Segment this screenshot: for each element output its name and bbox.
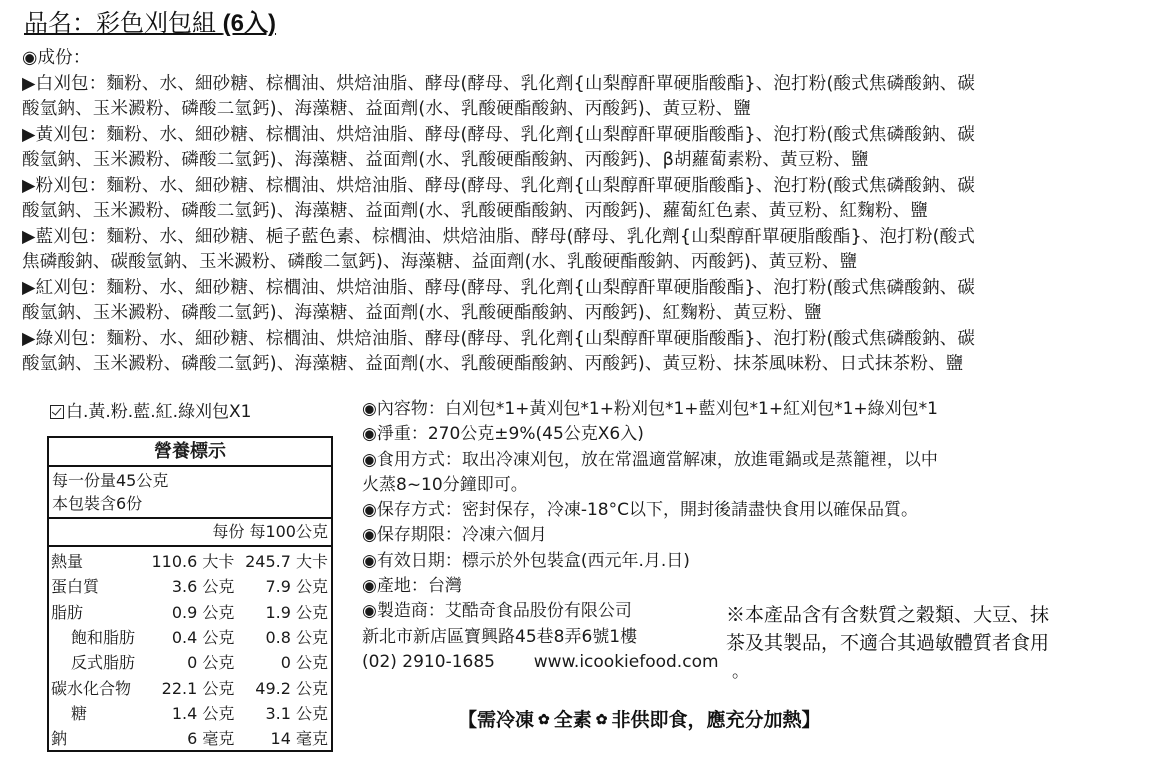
package-contents-check [50, 400, 251, 424]
nutrient-name: 反式脂肪 [71, 653, 136, 673]
per-100g-value: 14 毫克 [270, 729, 328, 749]
ingredient-line: 酸氫鈉、玉米澱粉、磷酸二氫鈣)、海藻糖、益面劑(水、乳酸硬酯酸鈉、丙酸鈣)、β胡蘿蔔素粉、黃豆粉、鹽 [22, 150, 869, 170]
ingredient-line: ▶紅刈包：麵粉、水、細砂糖、棕櫚油、烘焙油脂、酵母(酵母、乳化劑{山梨醇酐單硬脂酸酯}、泡打粉(酸式焦磷酸鈉、碳 [22, 277, 976, 298]
address: 新北市新店區寶興路45巷8弄6號1樓 [362, 626, 638, 647]
serving-info [49, 467, 331, 519]
allergen-period: 。 [732, 662, 749, 682]
nutrient-name: 脂肪 [51, 602, 84, 622]
allergen-line: ※本產品含有含麩質之穀類、大豆、抹 [726, 604, 1050, 626]
usage-instructions: ◉食用方式：取出冷凍刈包，放在常溫適當解凍，放進電鍋或是蒸籠裡，以中 [362, 449, 938, 470]
per-serving-value: 110.6 大卡 [151, 552, 235, 572]
vegan-label: 全素 [553, 709, 592, 731]
ingredient-line: ▶藍刈包：麵粉、水、細砂糖、梔子藍色素、棕櫚油、烘焙油脂、酵母(酵母、乳化劑{山梨醇酐單硬脂酸酯}、泡打粉(酸式 [22, 226, 976, 247]
nutrition-title: 營養標示 [49, 438, 331, 467]
shelf-life: ◉保存期限：冷凍六個月 [362, 525, 547, 546]
nutrition-column-headers: 每份 每100公克 [49, 519, 331, 547]
package-contents-label: 白.黃.粉.藍.紅.綠刈包X1 [66, 402, 252, 422]
bracket-close: 】 [801, 709, 821, 731]
expiry-date: ◉有效日期：標示於外包裝盒(西元年.月.日) [362, 550, 690, 571]
ingredient-line: ▶黃刈包：麵粉、水、細砂糖、棕櫚油、烘焙油脂、酵母(酵母、乳化劑{山梨醇酐單硬脂酸酯}、泡打粉(酸式焦磷酸鈉、碳 [22, 124, 976, 145]
website-link[interactable]: www.icookiefood.com [533, 651, 719, 672]
handling-banner [458, 706, 821, 734]
servings-per-pack: 本包裝含6份 [52, 494, 143, 513]
per-100g-value: 245.7 大卡 [245, 552, 328, 572]
table-row [49, 600, 331, 625]
per-100g-value: 7.9 公克 [265, 577, 328, 597]
per-serving-value: 1.4 公克 [171, 703, 235, 723]
ingredient-line: 酸氫鈉、玉米澱粉、磷酸二氫鈣)、海藻糖、益面劑(水、乳酸硬酯酸鈉、丙酸鈣)、紅麴粉、黃豆粉、鹽 [22, 303, 822, 323]
table-row [49, 726, 331, 751]
checkbox-icon [50, 405, 64, 419]
table-row [49, 549, 331, 574]
serving-size: 每一份量45公克 [52, 471, 169, 490]
per-100g-value: 0 公克 [280, 653, 328, 673]
frozen-label: 需冷凍 [477, 709, 535, 731]
nutrient-name: 鈉 [51, 729, 68, 749]
ingredient-line: 酸氫鈉、玉米澱粉、磷酸二氫鈣)、海藻糖、益面劑(水、乳酸硬酯酸鈉、丙酸鈣)、黃豆粉、鹽 [22, 99, 752, 119]
ingredient-line: ▶綠刈包：麵粉、水、細砂糖、棕櫚油、烘焙油脂、酵母(酵母、乳化劑{山梨醇酐單硬脂酸酯}、泡打粉(酸式焦磷酸鈉、碳 [22, 328, 976, 349]
product-title-label: 品名：彩色刈包組 [24, 10, 223, 37]
per-serving-value: 0.9 公克 [171, 602, 235, 622]
nutrition-rows [49, 549, 331, 751]
per-serving-value: 3.6 公克 [171, 577, 235, 597]
product-title-count: (6入) [222, 10, 277, 37]
phone-number: (02) 2910-1685 [362, 651, 495, 672]
net-weight: ◉淨重：270公克±9%(45公克X6入) [362, 424, 644, 445]
ingredients-section [22, 46, 1138, 378]
allergen-line: 茶及其製品，不適合其過敏體質者食用 [726, 632, 1050, 654]
flower-icon: ✿ [595, 712, 608, 728]
nutrient-name: 糖 [71, 703, 88, 723]
table-row [49, 650, 331, 675]
per-serving-value: 0 公克 [187, 653, 235, 673]
per-serving-value: 0.4 公克 [171, 628, 235, 648]
origin: ◉產地：台灣 [362, 576, 462, 597]
table-row [49, 675, 331, 700]
ingredient-line: 酸氫鈉、玉米澱粉、磷酸二氫鈣)、海藻糖、益面劑(水、乳酸硬酯酸鈉、丙酸鈣)、黃豆粉、抹茶風味粉、日式抹茶粉、鹽 [22, 354, 964, 374]
heat-warning: 非供即食，應充分加熱 [611, 709, 802, 731]
table-row [49, 701, 331, 726]
manufacturer: ◉製造商：艾酷奇食品股份有限公司 [362, 601, 632, 622]
per-serving-value: 22.1 公克 [161, 678, 235, 698]
nutrition-facts-table [47, 436, 333, 752]
storage-method: ◉保存方式：密封保存，冷凍-18°C以下，開封後請盡快食用以確保品質。 [362, 500, 918, 521]
contents: ◉內容物：白刈包*1+黃刈包*1+粉刈包*1+藍刈包*1+紅刈包*1+綠刈包*1 [362, 399, 938, 419]
per-100g-value: 3.1 公克 [265, 703, 328, 723]
per-100g-value: 49.2 公克 [255, 678, 328, 698]
table-row [49, 574, 331, 599]
ingredient-line: 酸氫鈉、玉米澱粉、磷酸二氫鈣)、海藻糖、益面劑(水、乳酸硬酯酸鈉、丙酸鈣)、蘿蔔紅色素、黃豆粉、紅麴粉、鹽 [22, 201, 929, 221]
table-row [49, 625, 331, 650]
per-100g-value: 0.8 公克 [265, 628, 328, 648]
allergen-notice [726, 601, 1136, 657]
nutrient-name: 蛋白質 [51, 577, 100, 597]
nutrient-name: 熱量 [51, 552, 84, 572]
ingredient-line: ▶粉刈包：麵粉、水、細砂糖、棕櫚油、烘焙油脂、酵母(酵母、乳化劑{山梨醇酐單硬脂酸酯}、泡打粉(酸式焦磷酸鈉、碳 [22, 175, 976, 196]
per-serving-value: 6 毫克 [187, 729, 235, 749]
nutrient-name: 飽和脂肪 [71, 628, 136, 648]
ingredient-line: 焦磷酸鈉、碳酸氫鈉、玉米澱粉、磷酸二氫鈣)、海藻糖、益面劑(水、乳酸硬酯酸鈉、丙酸鈣)、黃豆粉、鹽 [22, 252, 858, 272]
nutrient-name: 碳水化合物 [51, 678, 132, 698]
ingredient-line: ▶白刈包：麵粉、水、細砂糖、棕櫚油、烘焙油脂、酵母(酵母、乳化劑{山梨醇酐單硬脂酸酯}、泡打粉(酸式焦磷酸鈉、碳 [22, 73, 976, 94]
ingredients-header: ◉成份： [22, 48, 91, 68]
usage-instructions-cont: 火蒸8~10分鐘即可。 [362, 474, 528, 495]
bracket-open: 【 [458, 709, 478, 731]
product-title [24, 8, 276, 40]
per-100g-value: 1.9 公克 [265, 602, 328, 622]
flower-icon: ✿ [538, 712, 550, 728]
